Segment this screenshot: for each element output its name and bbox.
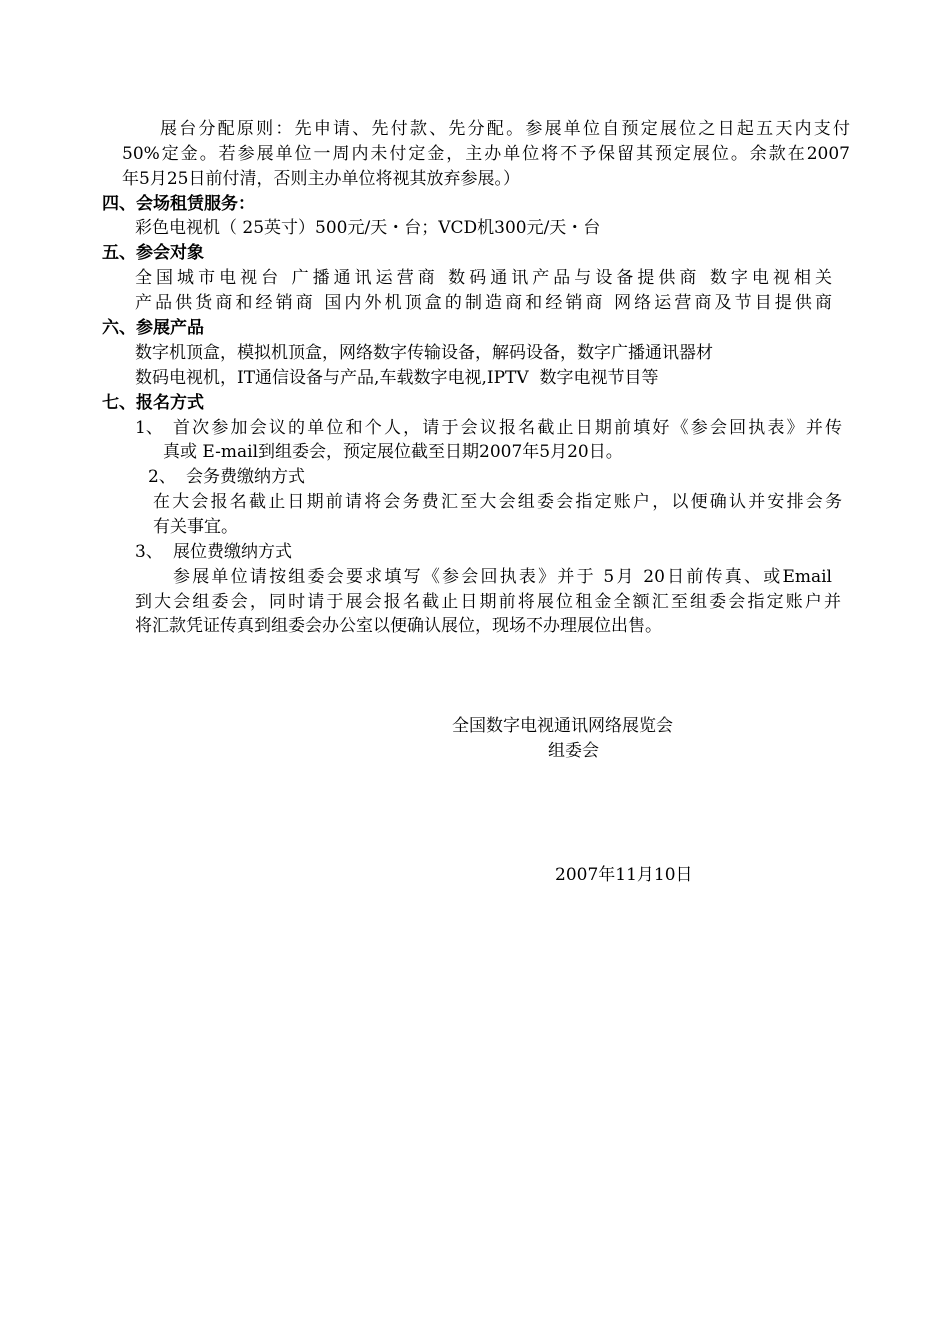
item-2-line-2: 有关事宜。: [153, 517, 238, 537]
item-2-number: 2、: [148, 467, 176, 487]
item-3-number: 3、: [135, 542, 163, 562]
document-date: 2007年11月10日: [555, 865, 693, 885]
section-4-heading: 四、会场租赁服务：: [102, 194, 255, 214]
item-1-line-2: 真或 E-mail到组委会，预定展位截至日期2007年5月20日。: [163, 442, 623, 462]
section-6-line-2: 数码电视机，IT通信设备与产品,车载数字电视,IPTV 数字电视节目等: [135, 368, 659, 388]
item-3-line-1: 参展单位请按组委会要求填写《参会回执表》并于 5月 20日前传真、或Email: [173, 567, 832, 587]
item-3-line-3: 将汇款凭证传真到组委会办公室以便确认展位，现场不办理展位出售。: [135, 616, 662, 636]
item-2-line-1: 在大会报名截止日期前请将会务费汇至大会组委会指定账户，以便确认并安排会务: [153, 492, 842, 512]
intro-line-2: 50%定金。若参展单位一周内未付定金，主办单位将不予保留其预定展位。余款在2007: [122, 144, 850, 164]
item-1-line-1: 首次参加会议的单位和个人，请于会议报名截止日期前填好《参会回执表》并传: [173, 418, 842, 438]
organizer-name: 全国数字电视通讯网络展览会: [452, 716, 673, 736]
section-5-heading: 五、参会对象: [102, 243, 204, 263]
section-6-heading: 六、参展产品: [102, 318, 204, 338]
item-3-title: 展位费缴纳方式: [173, 542, 292, 562]
item-2-title: 会务费缴纳方式: [186, 467, 305, 487]
organizer-committee: 组委会: [548, 741, 599, 761]
item-3-line-2: 到大会组委会，同时请于展会报名截止日期前将展位租金全额汇至组委会指定账户并: [135, 592, 841, 612]
section-5-line-1: 全国城市电视台 广播通讯运营商 数码通讯产品与设备提供商 数字电视相关: [135, 268, 832, 288]
item-1-number: 1、: [135, 418, 163, 438]
intro-line-1: 展台分配原则：先申请、先付款、先分配。参展单位自预定展位之日起五天内支付: [160, 119, 850, 139]
section-6-line-1: 数字机顶盒，模拟机顶盒，网络数字传输设备，解码设备，数字广播通讯器材: [135, 343, 713, 363]
section-4-line-1: 彩色电视机（ 25英寸）500元/天・台；VCD机300元/天・台: [135, 218, 601, 238]
section-5-line-2: 产品供货商和经销商 国内外机顶盒的制造商和经销商 网络运营商及节目提供商: [135, 293, 832, 313]
section-7-heading: 七、报名方式: [102, 393, 204, 413]
intro-line-3: 年5月25日前付清，否则主办单位将视其放弃参展。）: [122, 169, 520, 189]
